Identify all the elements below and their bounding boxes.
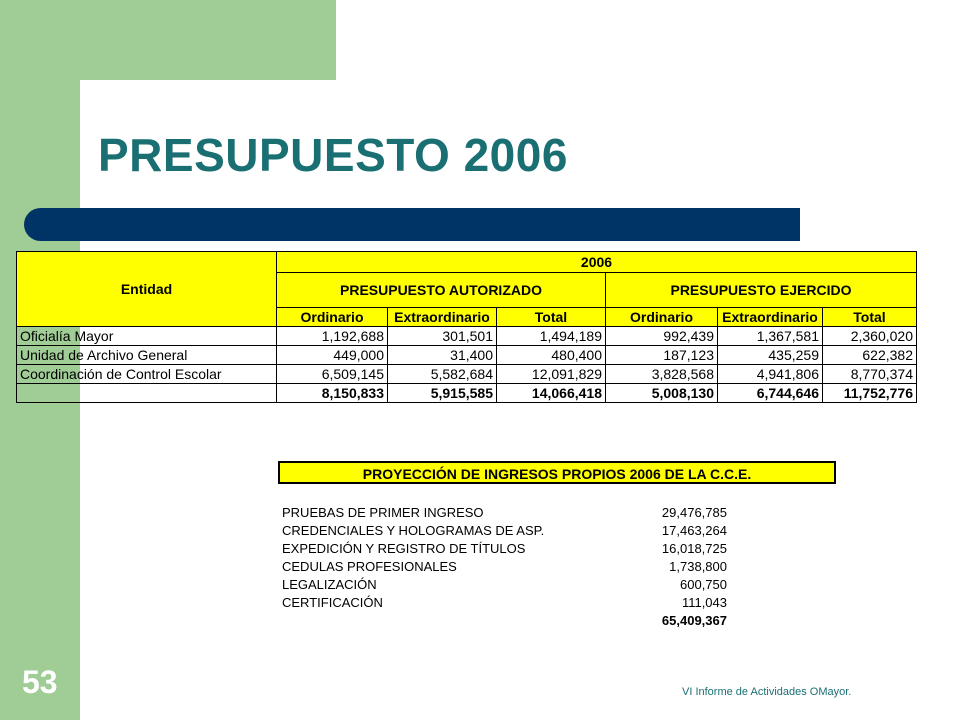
subheader: Ordinario xyxy=(277,308,388,327)
list-item xyxy=(282,594,727,612)
entity-cell: Unidad de Archivo General xyxy=(17,346,277,365)
table-row xyxy=(17,365,917,384)
top-green-block xyxy=(80,0,336,80)
value-cell: 6,509,145 xyxy=(277,365,388,384)
value-cell: 992,439 xyxy=(606,327,718,346)
slide-number: 53 xyxy=(22,664,58,700)
budget-table xyxy=(16,251,917,403)
list-item xyxy=(282,504,727,522)
value-cell: 1,367,581 xyxy=(718,327,823,346)
value-cell: 31,400 xyxy=(388,346,497,365)
totals-label-cell xyxy=(17,384,277,403)
executed-header: PRESUPUESTO EJERCIDO xyxy=(606,273,917,308)
item-value: 16,018,725 xyxy=(661,541,727,556)
value-cell: 1,192,688 xyxy=(277,327,388,346)
footer-text: VI Informe de Actividades OMayor. xyxy=(682,686,852,698)
item-value: 1,738,800 xyxy=(669,559,727,574)
subheader: Extraordinario xyxy=(718,308,823,327)
total-cell: 6,744,646 xyxy=(718,384,823,403)
item-label: PRUEBAS DE PRIMER INGRESO xyxy=(282,505,484,520)
value-cell: 8,770,374 xyxy=(823,365,917,384)
item-label: EXPEDICIÓN Y REGISTRO DE TÍTULOS xyxy=(282,541,526,556)
value-cell: 480,400 xyxy=(497,346,606,365)
year-header: 2006 xyxy=(277,252,917,273)
total-cell: 5,915,585 xyxy=(388,384,497,403)
value-cell: 12,091,829 xyxy=(497,365,606,384)
authorized-header: PRESUPUESTO AUTORIZADO xyxy=(277,273,606,308)
projection-total-row xyxy=(282,612,727,630)
subheader: Extraordinario xyxy=(388,308,497,327)
list-item xyxy=(282,576,727,594)
total-cell: 5,008,130 xyxy=(606,384,718,403)
list-item xyxy=(282,558,727,576)
entity-header: Entidad xyxy=(17,252,277,327)
table-row xyxy=(17,346,917,365)
item-label: LEGALIZACIÓN xyxy=(282,577,377,592)
value-cell: 4,941,806 xyxy=(718,365,823,384)
list-item xyxy=(282,522,727,540)
subheader: Ordinario xyxy=(606,308,718,327)
item-value: 111,043 xyxy=(681,595,727,610)
item-value: 29,476,785 xyxy=(661,505,727,520)
table-row xyxy=(17,327,917,346)
projection-total: 65,409,367 xyxy=(661,613,727,628)
value-cell: 622,382 xyxy=(823,346,917,365)
totals-row xyxy=(17,384,917,403)
item-label: CEDULAS PROFESIONALES xyxy=(282,559,457,574)
value-cell: 2,360,020 xyxy=(823,327,917,346)
value-cell: 187,123 xyxy=(606,346,718,365)
value-cell: 1,494,189 xyxy=(497,327,606,346)
total-cell: 11,752,776 xyxy=(823,384,917,403)
value-cell: 3,828,568 xyxy=(606,365,718,384)
item-label: CERTIFICACIÓN xyxy=(282,595,383,610)
projection-title: PROYECCIÓN DE INGRESOS PROPIOS 2006 DE LA C.C.E. xyxy=(278,461,836,484)
subheader: Total xyxy=(497,308,606,327)
value-cell: 435,259 xyxy=(718,346,823,365)
total-cell: 14,066,418 xyxy=(497,384,606,403)
value-cell: 301,501 xyxy=(388,327,497,346)
entity-cell: Coordinación de Control Escolar xyxy=(17,365,277,384)
projection-list xyxy=(282,504,727,630)
subheader: Total xyxy=(823,308,917,327)
item-value: 600,750 xyxy=(680,577,727,592)
value-cell: 5,582,684 xyxy=(388,365,497,384)
page-title: PRESUPUESTO 2006 xyxy=(98,129,568,181)
title-underline-bar xyxy=(24,208,800,241)
total-cell: 8,150,833 xyxy=(277,384,388,403)
item-value: 17,463,264 xyxy=(661,523,727,538)
item-label: CREDENCIALES Y HOLOGRAMAS DE ASP. xyxy=(282,523,545,538)
list-item xyxy=(282,540,727,558)
entity-cell: Oficialía Mayor xyxy=(17,327,277,346)
value-cell: 449,000 xyxy=(277,346,388,365)
